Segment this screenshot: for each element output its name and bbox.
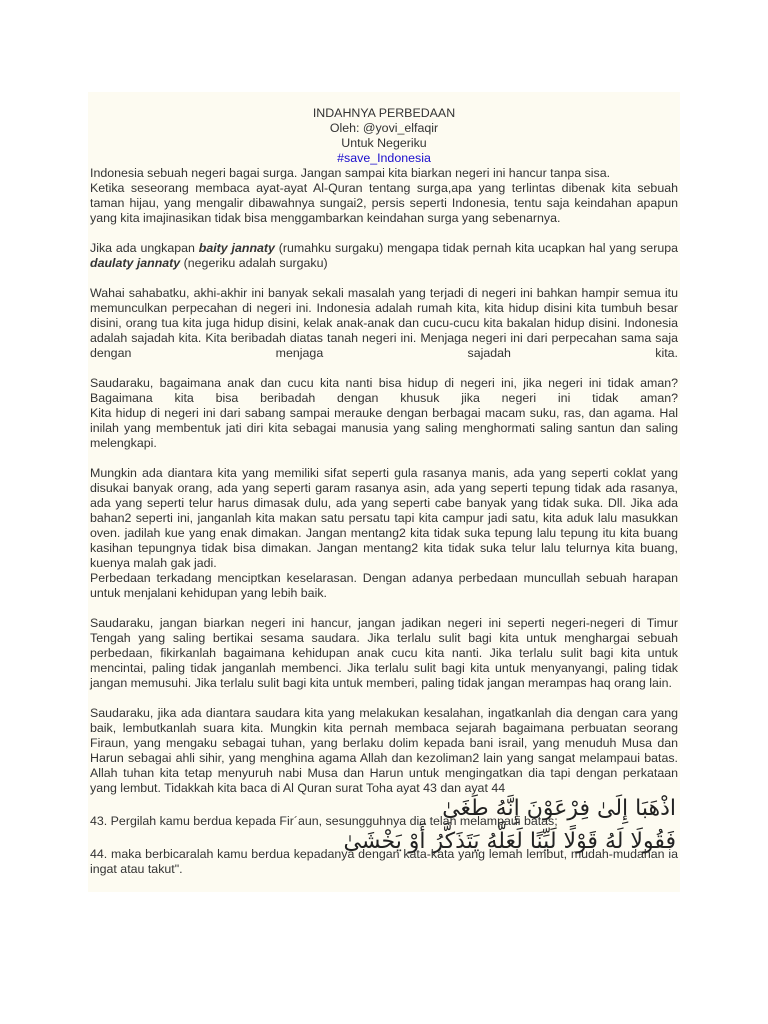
paragraph-kue: Mungkin ada diantara kita yang memiliki sifat seperti gula rasanya manis, ada yang seperti coklat yang disukai banyak orang, ada yang seperti garam rasanya asin, ada yang seperti tepung tidak ada rasanya, ada yang seperti telur harus dimasak dulu, ada yang seperti cabe banyak yang tidak suka. Dll. Jika ada bahan2 seperti ini, janganlah kita makan satu persatu tapi kita campur jadi satu, kita aduk lalu masukkan oven. jadilah kue yang enak dimakan. Jangan mentang2 kita tidak suka tepung lalu tepung itu kita buang kasihan tepungnya tidak bisa dimakan. Jangan mentang2 kita tidak suka telur lalu telurnya kita buang, kuenya malah gak jadi. — [90, 466, 678, 570]
document-title: INDAHNYA PERBEDAAN — [312, 106, 456, 120]
verse-44-arabic: فَقُولَا لَهُ قَوْلًا لَيِّنًا لَعَلَّهُ يَتَذَكَّرُ أَوْ يَخْشَىٰ — [343, 829, 676, 854]
paragraph-intro: Indonesia sebuah negeri bagai surga. Jangan sampai kita biarkan negeri ini hancur tanpa sisa. — [90, 166, 611, 180]
paragraph-sahabat: Wahai sahabatku, akhi-akhir ini banyak sekali masalah yang terjadi di negeri ini bahkan hampir semua itu memunculkan perpecahan di negeri ini. Indonesia adalah rumah kita, kita hidup disini kita tumbuh besar disini, orang tua kita juga hidup disini, kelak anak-anak dan cucu-cucu kita bakalan hidup disini. Indonesia adalah sajadah kita. Kita beribadah diatas tanah negeri ini. Menjaga negeri ini dari perpecahan sama saja dengan menjaga sajadah kita. — [90, 286, 678, 360]
verse-43-arabic: اذْهَبَا إِلَىٰ فِرْعَوْنَ إِنَّهُ طَغَىٰ — [442, 796, 676, 821]
term-baity-jannaty: baity jannaty — [198, 241, 275, 255]
hashtag-link[interactable]: #save_Indonesia — [337, 151, 431, 165]
paragraph-tidak-aman: Saudaraku, bagaimana anak dan cucu kita nanti bisa hidup di negeri ini, jika negeri ini tidak aman? Bagaimana kita bisa beribadah dengan khusuk jika negeri ini tidak aman? — [90, 376, 678, 405]
p2-text-1: Jika ada ungkapan — [90, 241, 199, 255]
paragraph-keselarasan: Perbedaan terkadang menciptkan keselarasan. Dengan adanya perbedaan muncullah sebuah harapan untuk menjalani kehidupan yang lebih baik. — [90, 571, 678, 600]
author-line: Oleh: @yovi_elfaqir — [329, 121, 439, 135]
paragraph-firaun: Saudaraku, jika ada diantara saudara kita yang melakukan kesalahan, ingatkanlah dia dengan cara yang baik, lembutkanlah suara kita. Mungkin kita pernah membaca sejarah bagaimana perbuatan seorang Firaun, yang mengaku sebagai tuhan, yang berlaku dolim kepada bani israil, yang menuduh Musa dan Harun sebagai ahli sihir, yang menghina agama Allah dan kezoliman2 lain yang sangat melampaui batas. Allah tuhan kita tetap menyuruh nabi Musa dan Harun untuk mengingatkan dia tapi dengan perkataan yang lembut. Tidakkah kita baca di Al Quran surat Toha ayat 43 dan ayat 44 — [90, 706, 678, 795]
verse-43-translation: 43. Pergilah kamu berdua kepada Fir´aun, sesungguhnya dia telah melampaui batas; — [90, 814, 558, 828]
p2-text-3: (negeriku adalah surgaku) — [180, 256, 328, 270]
document-page — [88, 92, 680, 892]
document-body — [88, 92, 680, 877]
paragraph-baity-jannaty — [90, 241, 678, 271]
p2-text-2: (rumahku surgaku) mengapa tidak pernah kita ucapkan hal yang serupa — [274, 241, 678, 255]
term-daulaty-jannaty: daulaty jannaty — [90, 256, 181, 270]
paragraph-surga: Ketika seseorang membaca ayat-ayat Al-Quran tentang surga,apa yang terlintas dibenak kita sebuah taman hijau, yang mengalir dibawahnya sungai2, persis seperti Indonesia, tentu saja keindahan apapun yang kita imajinasikan tidak bisa menggambarkan keindahan surga yang sebenarnya. — [90, 181, 678, 225]
verse-44-translation: 44. maka berbicaralah kamu berdua kepadanya dengan kata-kata yang lemah lembut, mudah-mudahan ia ingat atau takut". — [90, 847, 678, 876]
dedication-line: Untuk Negeriku — [341, 136, 427, 150]
paragraph-sabang-merauke: Kita hidup di negeri ini dari sabang sampai merauke dengan berbagai macam suku, ras, dan agama. Hal inilah yang membentuk jati diri kita sebagai manusia yang saling menghormati saling santun dan saling melengkapi. — [90, 406, 678, 450]
paragraph-timur-tengah: Saudaraku, jangan biarkan negeri ini hancur, jangan jadikan negeri ini seperti negeri-negeri di Timur Tengah yang saling bertikai sesama saudara. Jika terlalu sulit bagi kita untuk menghargai sebuah perbedaan, fikirkanlah bagaimana kehidupan anak cucu kita nanti. Jika terlalu sulit bagi kita untuk mencintai, paling tidak janganlah membenci. Jika terlalu sulit bagi kita untuk menyanyangi, paling tidak jangan memusuhi. Jika terlalu sulit bagi kita untuk memberi, paling tidak jangan merampas haq orang lain. — [90, 616, 678, 690]
